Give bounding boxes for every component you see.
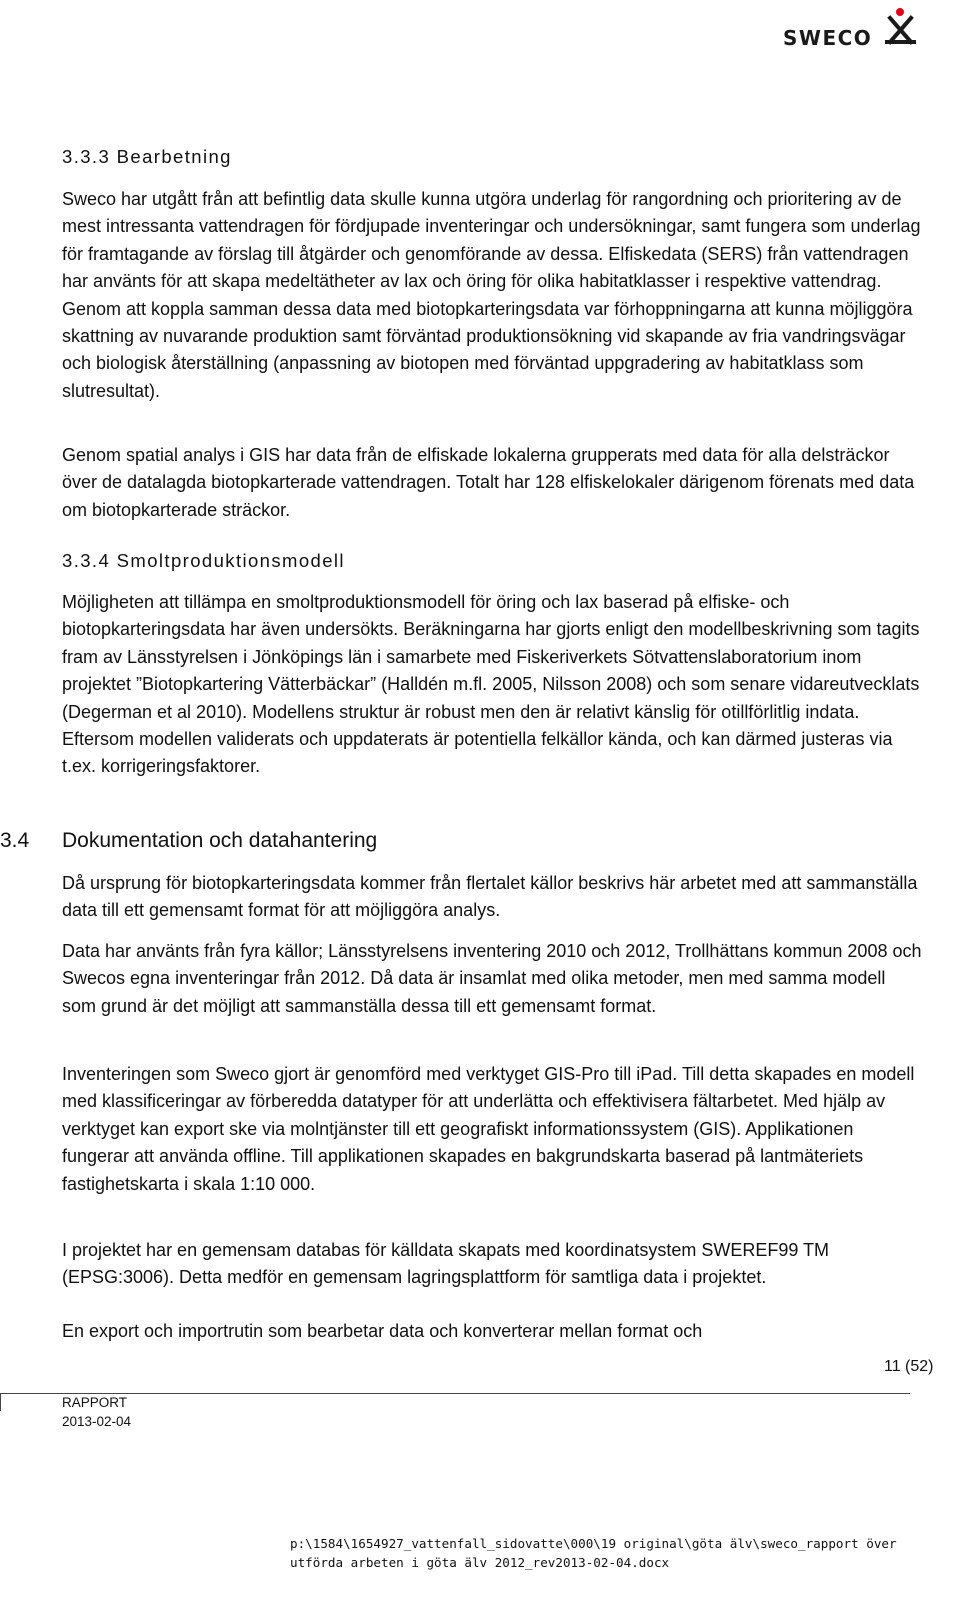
section-title: Dokumentation och datahantering xyxy=(62,829,378,852)
sweco-logo xyxy=(783,10,913,50)
footer-divider xyxy=(0,1393,910,1394)
paragraph: Data har använts från fyra källor; Länsstyrelsens inventering 2010 och 2012, Trollhättans kommun 2008 och Swecos egna inventeringar från 2012. Då data är insamlat med olika metoder, men med samma modell som grund är det möjligt att sammanställa dessa till ett gemensamt format. xyxy=(62,941,922,1016)
file-path: p:\1584\1654927_vattenfall_sidovatte\000\19 original\göta älv\sweco_rapport över utförda arbeten i göta älv 2012_rev2013-02-04.docx xyxy=(290,1536,897,1570)
section-number: 3.4 xyxy=(0,829,30,852)
paragraph: Möjligheten att tillämpa en smoltproduktionsmodell för öring och lax baserad på elfiske- och biotopkarteringsdata har även undersökts. Beräkningarna har gjorts enligt den modellbeskrivning som tagits fram av Länsstyrelsen i Jönköpings län i samarbete med Fiskeriverkets Sötvattenslaboratorium inom projektet ”Biotopkartering Vätterbäckar” (Halldén m.fl. 2005, Nilsson 2008) och som senare vidareutvecklats (Degerman et al 2010). Modellens struktur är robust men den är relativt känslig för otillförlitlig indata. Eftersom modellen validerats och uppdaterats är potentiella felkällor kända, och kan därmed justeras via t.ex. korrigeringsfaktorer. xyxy=(62,592,920,777)
logo-text: SWECO xyxy=(783,26,873,50)
page-number: 11 (52) xyxy=(884,1358,934,1375)
sweco-symbol-icon xyxy=(884,6,918,46)
paragraph: I projektet har en gemensam databas för källdata skapats med koordinatsystem SWEREF99 TM (EPSG:3006). Detta medför en gemensam lagringsplattform för samtliga data i projektet. xyxy=(62,1240,830,1288)
paragraph: Inventeringen som Sweco gjort är genomförd med verktyget GIS-Pro till iPad. Till detta skapades en modell med klassificeringar av förberedda datatyper för att underlätta och effektivisera fältarbetet. Med hjälp av verktyget kan export ske via molntjänster till ett geografiskt informationssystem (GIS). Applikationen fungerar att använda offline. Till applikationen skapades en bakgrundskarta baserad på lantmäteriets fastighetskarta i skala 1:10 000. xyxy=(62,1064,915,1194)
paragraph: En export och importrutin som bearbetar data och konverterar mellan format och xyxy=(62,1321,703,1341)
section-heading-3-3-4: 3.3.4 Smoltproduktionsmodell xyxy=(62,550,345,571)
paragraph: Då ursprung för biotopkarteringsdata kommer från flertalet källor beskrivs här arbetet med att sammanställa data till ett gemensamt format för att möjliggöra analys. xyxy=(62,873,918,921)
footer-doc-info xyxy=(62,1393,131,1431)
paragraph: Sweco har utgått från att befintlig data skulle kunna utgöra underlag för rangordning och prioritering av de mest intressanta vattendragen för fördjupade inventeringar och undersökningar, samt fungera som underlag för framtagande av förslag till åtgärder och genomförande av dessa. Elfiskedata (SERS) från vattendragen har använts för att skapa medeltätheter av lax och öring för olika habitatklasser i respektive vattendrag. Genom att koppla samman dessa data med biotopkarteringsdata var förhoppningarna att kunna möjliggöra skattning av nuvarande produktion samt förväntad produktionsökning vid skapande av fria vandringsvägar och biologisk återställning (anpassning av biotopen med förväntad uppgradering av habitatklass som slutresultat). xyxy=(62,189,921,401)
section-heading-3-3-3: 3.3.3 Bearbetning xyxy=(62,146,232,167)
doc-date: 2013-02-04 xyxy=(62,1414,132,1429)
footer-divider-tick xyxy=(0,1393,1,1411)
doc-type: RAPPORT xyxy=(62,1395,128,1410)
paragraph: Genom spatial analys i GIS har data från de elfiskade lokalerna grupperats med data för alla delsträckor över de datalagda biotopkarterade vattendragen. Totalt har 128 elfiskelokaler därigenom förenats med data om biotopkarterade sträckor. xyxy=(62,445,915,520)
